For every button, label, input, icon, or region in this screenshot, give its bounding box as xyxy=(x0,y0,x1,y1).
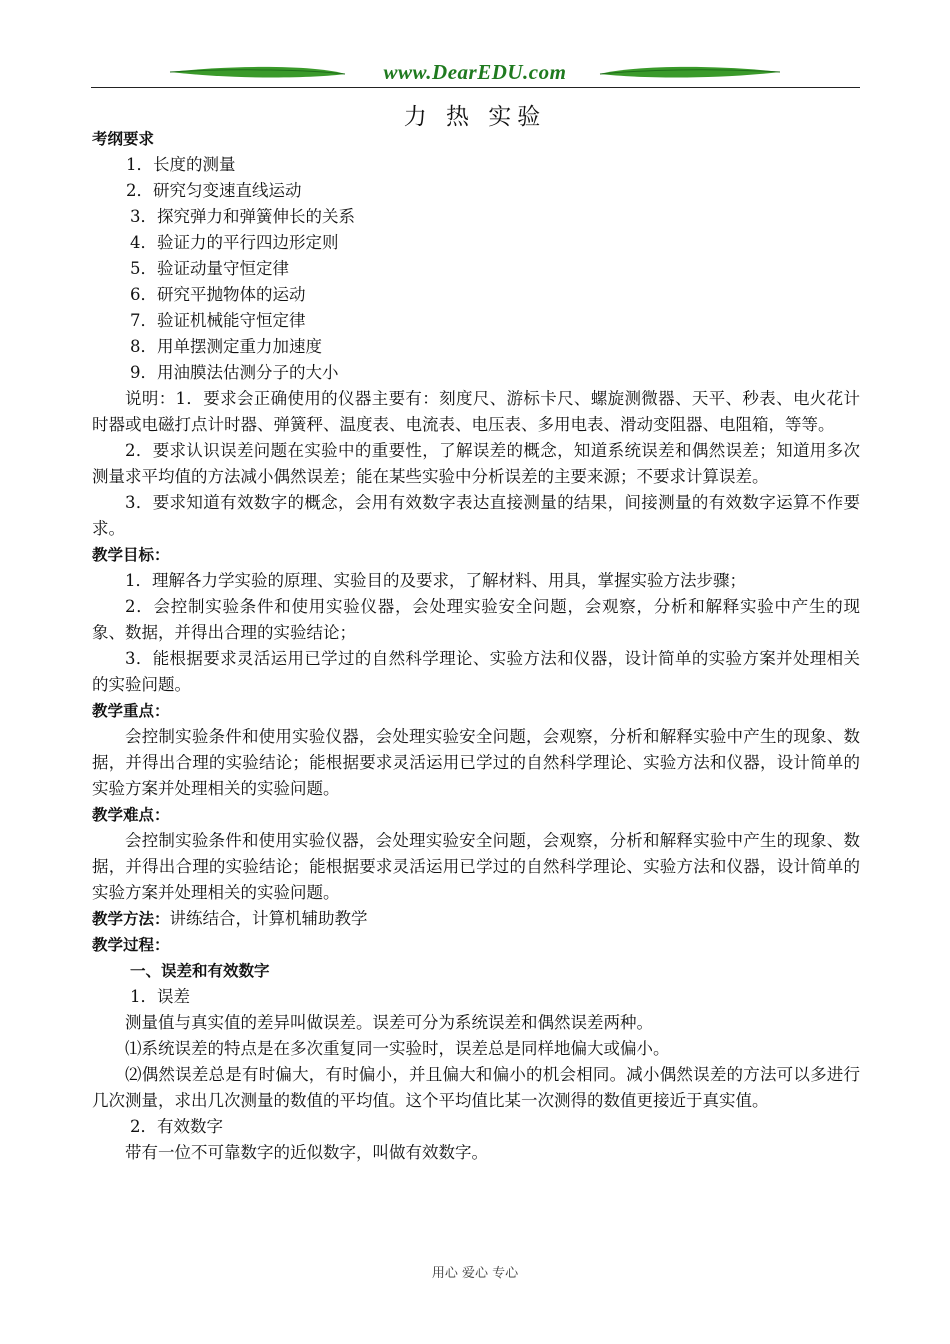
difficulties-text: 会控制实验条件和使用实验仪器，会处理实验安全问题，会观察，分析和解释实验中产生的现象、数据，并得出合理的实验结论；能根据要求灵活运用已学过的自然科学理论、实验方法和仪器，设计简单的实验方案并处理相关的实验问题。 xyxy=(92,831,860,902)
method-line xyxy=(92,906,860,932)
page-footer: 用心 爱心 专心 xyxy=(431,1266,519,1281)
syllabus-item: 3．探究弹力和弹簧伸长的关系 xyxy=(130,207,355,226)
syllabus-note: 说明：1．要求会正确使用的仪器主要有：刻度尺、游标卡尺、螺旋测微器、天平、秒表、电火花计时器或电磁打点计时器、弹簧秤、温度表、电流表、电压表、多用电表、滑动变阻器、电阻箱，等等。 xyxy=(92,389,860,434)
process-paragraph: ⑴系统误差的特点是在多次重复同一实验时，误差总是同样地偏大或偏小。 xyxy=(125,1039,670,1058)
syllabus-item: 9．用油膜法估测分子的大小 xyxy=(130,363,339,382)
goals-heading: 教学目标： xyxy=(92,546,170,564)
difficulties-heading: 教学难点： xyxy=(92,806,170,824)
subsection-heading: 1．误差 xyxy=(130,987,190,1006)
goal-item: 1．理解各力学实验的原理、实验目的及要求，了解材料、用具，掌握实验方法步骤； xyxy=(125,571,746,590)
process-paragraph: ⑵偶然误差总是有时偏大，有时偏小，并且偏大和偏小的机会相同。减小偶然误差的方法可以多进行几次测量，求出几次测量的数值的平均值。这个平均值比某一次测得的数值更接近于真实值。 xyxy=(92,1065,860,1110)
method-text: 讲练结合，计算机辅助教学 xyxy=(169,909,368,928)
subsection-heading: 2．有效数字 xyxy=(130,1117,223,1136)
section-heading: 一、误差和有效数字 xyxy=(130,962,270,980)
syllabus-heading: 考纲要求 xyxy=(92,130,155,148)
header-rule xyxy=(91,87,860,88)
syllabus-item: 6．研究平抛物体的运动 xyxy=(130,285,306,304)
key-points-text: 会控制实验条件和使用实验仪器，会处理实验安全问题，会观察，分析和解释实验中产生的现象、数据，并得出合理的实验结论；能根据要求灵活运用已学过的自然科学理论、实验方法和仪器，设计简单的实验方案并处理相关的实验问题。 xyxy=(92,727,860,798)
method-heading: 教学方法： xyxy=(92,910,170,928)
site-url-logo: www.DearEDU.com xyxy=(383,60,567,84)
key-points-heading: 教学重点： xyxy=(92,702,170,720)
goal-item: 2．会控制实验条件和使用实验仪器，会处理实验安全问题，会观察，分析和解释实验中产生的现象、数据，并得出合理的实验结论； xyxy=(92,597,860,642)
syllabus-item: 2．研究匀变速直线运动 xyxy=(126,181,302,200)
syllabus-item: 5．验证动量守恒定律 xyxy=(130,259,289,278)
goal-item: 3．能根据要求灵活运用已学过的自然科学理论、实验方法和仪器，设计简单的实验方案并处理相关的实验问题。 xyxy=(92,649,860,694)
syllabus-item: 8．用单摆测定重力加速度 xyxy=(130,337,322,356)
page-title: 力 热 实验 xyxy=(403,104,547,130)
process-heading: 教学过程： xyxy=(92,936,170,954)
syllabus-note: 2．要求认识误差问题在实验中的重要性，了解误差的概念，知道系统误差和偶然误差；知道用多次测量求平均值的方法减小偶然误差；能在某些实验中分析误差的主要来源；不要求计算误差。 xyxy=(92,441,860,486)
syllabus-item: 7．验证机械能守恒定律 xyxy=(130,311,306,330)
process-paragraph: 带有一位不可靠数字的近似数字，叫做有效数字。 xyxy=(125,1143,488,1162)
syllabus-note: 3．要求知道有效数字的概念，会用有效数字表达直接测量的结果，间接测量的有效数字运算不作要求。 xyxy=(92,493,860,538)
process-paragraph: 测量值与真实值的差异叫做误差。误差可分为系统误差和偶然误差两种。 xyxy=(125,1013,653,1032)
document-body xyxy=(92,126,860,1166)
syllabus-item: 1．长度的测量 xyxy=(126,155,236,174)
syllabus-item: 4．验证力的平行四边形定则 xyxy=(130,233,339,252)
